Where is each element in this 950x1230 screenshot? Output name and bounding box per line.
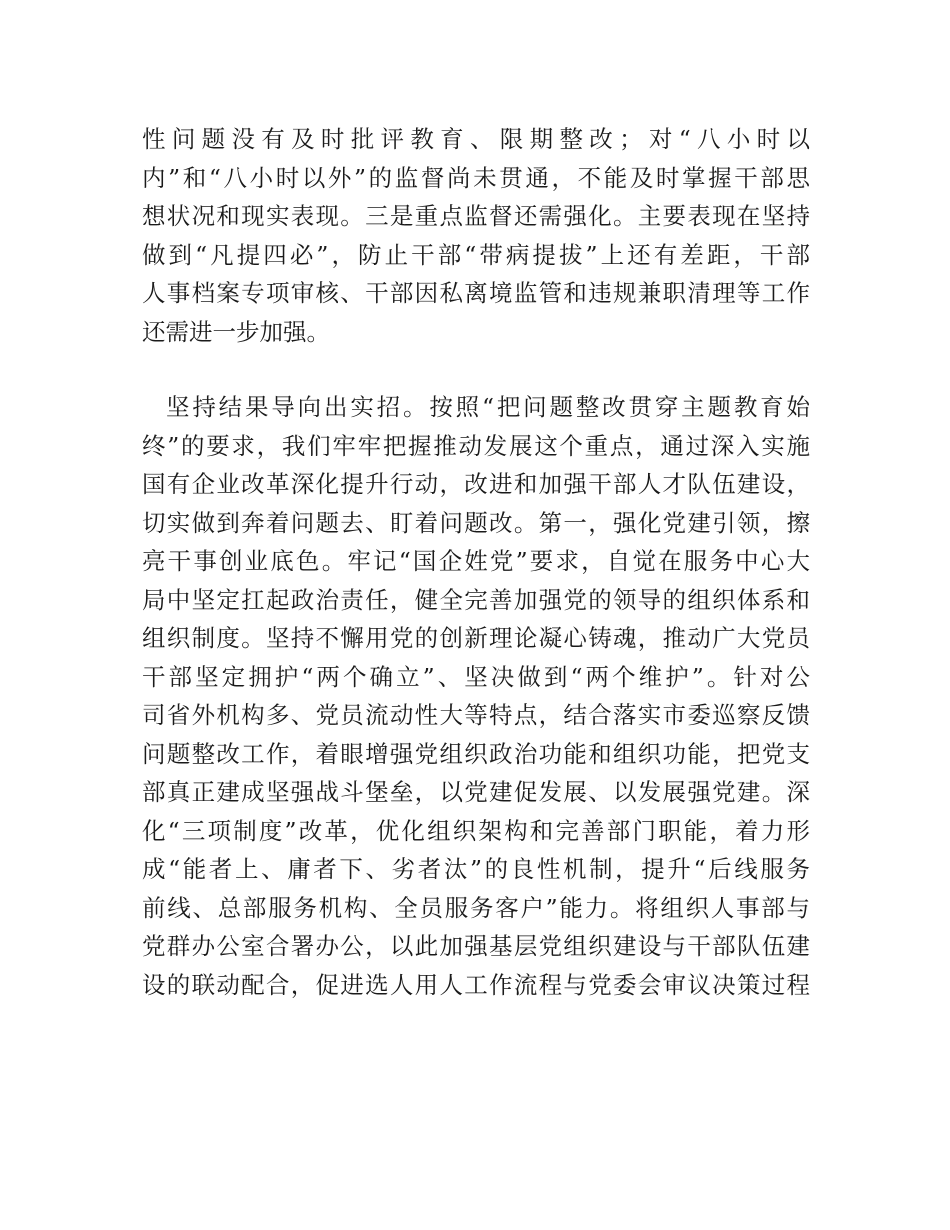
text-line: 坚持结果导向出实招。按照“把问题整改贯穿主题教育始	[166, 393, 810, 421]
text-line: 还需进一步加强。	[142, 317, 330, 346]
text-line: 切实做到奔着问题去、盯着问题改。第一，强化党建引领，擦	[142, 508, 810, 537]
text-line: 内”和“八小时以外”的监督尚未贯通，不能及时掌握干部思	[142, 163, 810, 192]
text-line: 终”的要求，我们牢牢把握推动发展这个重点，通过深入实施	[142, 431, 810, 460]
text-line: 干部坚定拥护“两个确立”、坚决做到“两个维护”。针对公	[142, 662, 810, 691]
text-line: 问题整改工作，着眼增强党组织政治功能和组织功能，把党支	[142, 739, 810, 768]
text-line: 党群办公室合署办公，以此加强基层党组织建设与干部队伍建	[142, 932, 810, 960]
text-line: 组织制度。坚持不懈用党的创新理论凝心铸魂，推动广大党员	[142, 624, 810, 652]
text-line: 国有企业改革深化提升行动，改进和加强干部人才队伍建设，	[142, 470, 810, 498]
text-line: 局中坚定扛起政治责任，健全完善加强党的领导的组织体系和	[142, 585, 810, 614]
text-line: 想状况和现实表现。三是重点监督还需强化。主要表现在坚持	[142, 202, 810, 230]
text-line: 化“三项制度”改革，优化组织架构和完善部门职能，着力形	[142, 816, 810, 845]
text-line: 亮干事创业底色。牢记“国企姓党”要求，自觉在服务中心大	[142, 547, 810, 575]
text-line: 人事档案专项审核、干部因私离境监管和违规兼职清理等工作	[142, 279, 810, 307]
text-line: 做到“凡提四必”，防止干部“带病提拔”上还有差距，干部	[142, 240, 810, 269]
text-line: 设的联动配合，促进选人用人工作流程与党委会审议决策过程	[142, 970, 810, 999]
text-line: 司省外机构多、党员流动性大等特点，结合落实市委巡察反馈	[142, 701, 810, 729]
text-line: 性问题没有及时批评教育、限期整改；对“八小时以	[142, 125, 810, 153]
text-line: 成“能者上、庸者下、劣者汰”的良性机制，提升“后线服务	[142, 855, 810, 883]
text-line: 部真正建成坚强战斗堡垒，以党建促发展、以发展强党建。深	[142, 778, 810, 806]
paragraph-2	[142, 388, 810, 1004]
text-line: 前线、总部服务机构、全员服务客户”能力。将组织人事部与	[142, 893, 810, 922]
paragraph-1	[142, 120, 810, 351]
